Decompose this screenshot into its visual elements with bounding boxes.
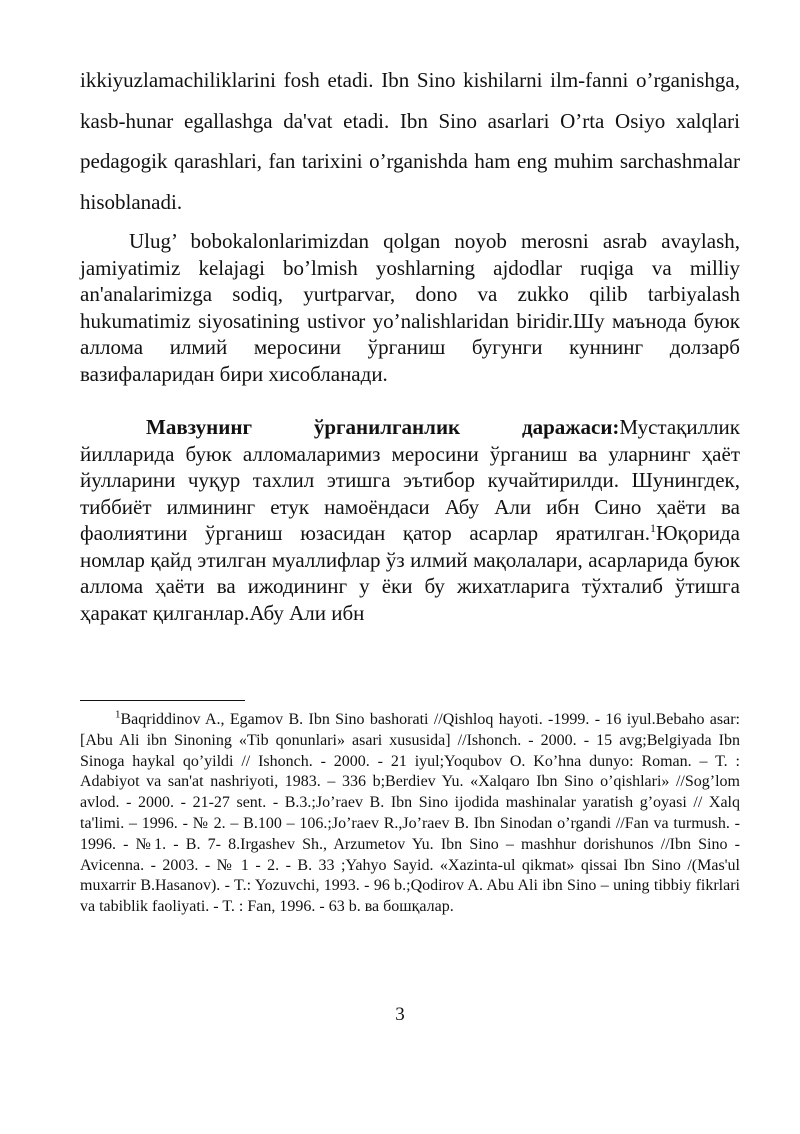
page-number: 3 (395, 1004, 405, 1025)
footnote-separator (80, 700, 245, 701)
footnote-text: Baqriddinov A., Egamov B. Ibn Sino bashorati //Qishloq hayoti. -1999. - 16 iyul.Bebaho asar: [Abu Ali ibn Sinoning «Tib qonunlari» asari xususida] //Ishonch. - 2000. - 15 avg;Belgiyada Ibn Sinoga haykal qo’yildi // Ishonch. - 2000. - 21 iyul;Yoqubov O. Ko’hna dunyo: Roman. – T. : Adabiyot va san'at nashriyoti, 1983. – 336 b;Berdiev Yu. «Xalqaro Ibn Sino o’qishlari» //Sog’lom avlod. - 2000. - 21-27 sent. - B.3.;Jo’raev B. Ibn Sino ijodida mashinalar yaratish g’oyasi // Xalq ta'limi. – 1996. - № 2. – B.100 – 106.;Jo’raev R.,Jo’raev B. Ibn Sinodan o’rgandi //Fan va turmush. - 1996. - №1. - B. 7- 8.Irgashev Sh., Arzumetov Yu. Ibn Sino – mashhur dorishunos //Ibn Sino - Avicenna. - 2003. - № 1 - 2. - B. 33 ;Yahyo Sayid. «Xazinta-ul qikmat» qissai Ibn Sino /(Mas'ul muxarrir B.Hasanov). - T.: Yozuvchi, 1993. - 96 b.;Qodirov A. Abu Ali ibn Sino – uning tibbiy fikrlari va tabiblik faoliyati. - T. : Fan, 1996. - 63 b. ва бошқалар. (80, 711, 740, 916)
footnote-reference-mark[interactable]: 1 (649, 521, 656, 535)
paragraph-3-text-after: Юқорида номлар қайд этилган муаллифлар ўз илмий мақолалари, асарларида буюк аллома ҳаёти ва ижодининг у ёки бу жихатларига тўхталиб ўтишга ҳаракат қилганлар.Абу Али ибн (80, 521, 740, 625)
footnote (80, 710, 740, 918)
paragraph-2: Ulug’ bobokalonlarimizdan qolgan noyob merosni asrab avaylash, jamiyatimiz kelajagi bo’lmish yoshlarning ajdodlar ruqiga va milliy an'analarimizga sodiq, yurtparvar, dono va zukko qilib tarbiyalash hukumatimiz siyosatining ustivor yo’nalishlaridan biridir.Шу маънода буюк аллома илмий меросини ўрганиш бугунги куннинг долзарб вазифаларидан бири хисобланади. (80, 229, 740, 386)
paragraph-3-text-before: Мустақиллик йилларида буюк алломаларимиз меросини ўрганиш ва уларнинг ҳаёт йулларини чуқур тахлил этишга эътибор кучайтирилди. Шунингдек, тиббиёт илмининг етук намоёндаси Абу Али ибн Сино ҳаёти ва фаолиятини ўрганиш юзасидан қатор асарлар яратилган. (80, 415, 740, 545)
paragraph-3 (80, 414, 740, 626)
paragraph-1: ikkiyuzlamachiliklarini fosh etadi. Ibn Sino kishilarni ilm-fanni o’rganishga, kasb-hunar egallashga da'vat etadi. Ibn Sino asarlari O’rta Osiyo xalqlari pedagogik qarashlari, fan tarixini o’rganishda ham eng muhim sarchashmalar hisoblanadi. (80, 68, 740, 214)
page-body (80, 60, 740, 626)
section-heading: Мавзунинг ўрганилганлик даражаси: (146, 415, 620, 439)
footnote-mark: 1 (115, 708, 121, 721)
